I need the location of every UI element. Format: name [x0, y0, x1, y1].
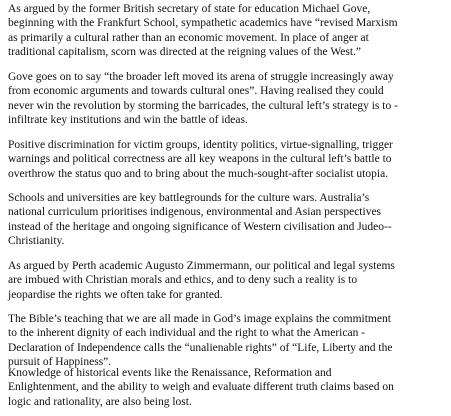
text-line: traditional capitalism, scorn was directed at the reigning values of the West.” [8, 45, 362, 58]
text-line: Christianity. [8, 234, 65, 247]
text-line: Declaration of Independence calls the “unalienable rights” of “Life, Liberty and the [8, 341, 393, 354]
text-line: As argued by the former British secretary of state for education Michael Gove, [8, 3, 371, 15]
text-line: As argued by Perth academic Augusto Zimmermann, our political and legal systems [8, 260, 395, 272]
paragraph-bible [8, 312, 448, 369]
paragraph-knowledge [8, 366, 448, 409]
paragraph-cultural-left [8, 70, 448, 127]
text-line: jeopardise the rights we often take for granted. [8, 288, 223, 301]
text-line: are imbued with Christian morals and ethics, and to deny such a reality is to [8, 274, 358, 287]
text-line: warnings and political correctness are all key weapons in the cultural left’s battle to [8, 153, 392, 166]
text-line: beginning with the Frankfurt School, sympathetic academics have “revised Marxism [8, 17, 398, 30]
text-line: Schools and universities are key battlegrounds for the culture wars. Australia’s [8, 192, 370, 204]
text-line: Gove goes on to say “the broader left moved its arena of struggle increasingly away [8, 71, 394, 83]
text-line: as primarily a cultural rather than an economic movement. In place of anger at [8, 31, 369, 44]
text-line: never win the revolution by storming the barricades, the cultural left’s strategy is to - [8, 99, 398, 112]
paragraph-gove-quote [8, 2, 448, 59]
text-line: The Bible’s teaching that we are all made in God’s image explains the commitment [8, 313, 391, 325]
paragraph-schools [8, 191, 448, 248]
text-line: pursuit of Happiness”. [8, 355, 112, 368]
text-line: national curriculum prioritises indigenous, environmental and Asian perspectives [8, 206, 382, 219]
paragraph-zimmermann [8, 259, 448, 302]
text-line: to the inherent dignity of each individual and the right to what the American - [8, 327, 366, 340]
text-line: Knowledge of historical events like the Renaissance, Reformation and [8, 367, 332, 379]
text-line: from economic arguments and towards cultural ones”. Having realised they could [8, 85, 384, 98]
text-line: overthrow the status quo and to bring about the much-sought-after socialist utopia. [8, 167, 389, 180]
text-line: instead of the heritage and ongoing significance of Western civilisation and Judeo-- [8, 220, 392, 233]
text-line: logic and rationality, are also being lost. [8, 395, 192, 408]
text-line: Positive discrimination for victim groups, identity politics, virtue-signalling, trigger [8, 139, 393, 151]
text-line: infiltrate key institutions and win the battle of ideas. [8, 113, 248, 126]
text-line: Enlightenment, and the ability to weigh and evaluate different truth claims based on [8, 381, 394, 394]
paragraph-weapons [8, 138, 448, 181]
